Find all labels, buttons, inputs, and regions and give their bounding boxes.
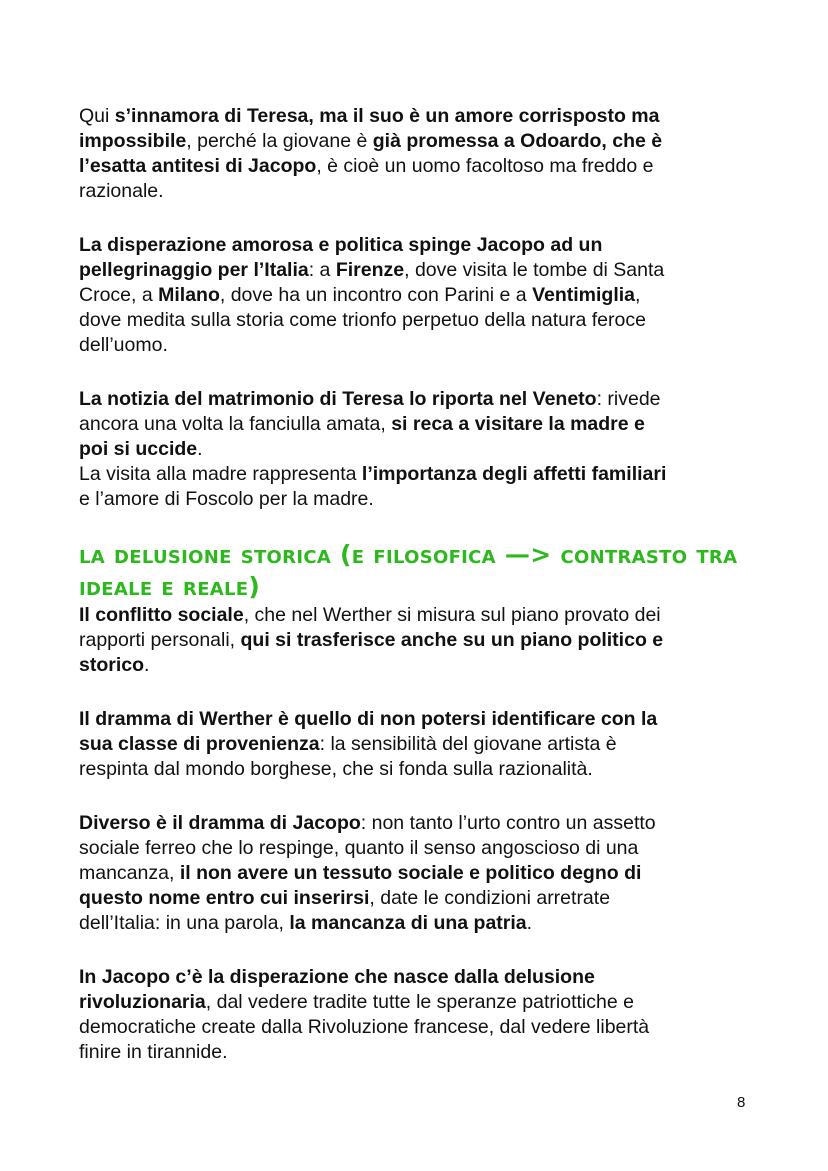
text: , date le condizioni arretrate (369, 887, 611, 909)
bold-text: questo nome entro cui inserirsi (79, 887, 370, 909)
text-line (79, 732, 779, 757)
text-line (79, 990, 779, 1015)
paragraph (79, 707, 779, 782)
bold-text: La disperazione amorosa e politica spinge Jacopo ad un (79, 234, 603, 256)
paragraph (79, 603, 779, 678)
bold-text: Milano (158, 284, 220, 306)
text: . (144, 654, 150, 676)
text-line (79, 437, 779, 462)
text: , dove ha un incontro con Parini e a (219, 284, 533, 306)
paragraph (79, 811, 779, 936)
text-line (79, 911, 779, 936)
text: dell’uomo. (79, 334, 168, 356)
paragraph (79, 965, 779, 1065)
bold-text: rivoluzionaria (79, 991, 206, 1013)
text: mancanza, (79, 862, 180, 884)
text: sociale ferreo che lo respinge, quanto il senso angoscioso di una (79, 837, 639, 859)
text: ancora una volta la fanciulla amata, (79, 413, 392, 435)
bold-text: s’innamora di Teresa, ma il suo è un amore corrisposto ma (114, 105, 660, 127)
text-line (79, 811, 779, 836)
text: . (526, 912, 533, 934)
text: respinta dal mondo borghese, che si fonda sulla razionalità. (79, 758, 593, 780)
text: . (197, 438, 203, 460)
text-line (79, 539, 779, 571)
bold-text: Diverso è il dramma di Jacopo (79, 812, 361, 834)
text-line (79, 154, 779, 179)
text: democratiche create dalla Rivoluzione francese, dal vedere libertà (79, 1016, 650, 1038)
bold-text: sua classe di provenienza (79, 733, 320, 755)
text-line (79, 233, 779, 258)
text: , è cioè un uomo facoltoso ma freddo e (316, 155, 654, 177)
text-line (79, 1015, 779, 1040)
bold-text: poi si uccide (79, 438, 198, 460)
text-line (79, 412, 779, 437)
text: dell’Italia: in una parola, (79, 912, 290, 934)
bold-text: pellegrinaggio per l’Italia (79, 259, 309, 281)
text: Qui (79, 105, 115, 127)
paragraph (79, 233, 779, 358)
section-heading (79, 539, 779, 603)
text: dove medita sulla storia come trionfo perpetuo della natura feroce (79, 309, 646, 331)
bold-text: l’importanza degli affetti familiari (361, 463, 667, 485)
text: e l’amore di Foscolo per la madre. (79, 488, 374, 510)
bold-text: Firenze (335, 259, 405, 281)
text-line (79, 653, 779, 678)
text: la delusione storica (e filosofica —> contrasto tra (79, 540, 738, 569)
text: : a (308, 259, 336, 281)
text: : non tanto l’urto contro un assetto (360, 812, 656, 834)
text-line (79, 283, 779, 308)
text-line (79, 836, 779, 861)
text: , perché la giovane è (186, 130, 373, 152)
text-line (79, 487, 779, 512)
bold-text: Ventimiglia (532, 284, 636, 306)
bold-text: qui si trasferisce anche su un piano politico e (240, 629, 664, 651)
bold-text: storico (79, 654, 145, 676)
text: ideale e reale) (79, 572, 261, 601)
text-line (79, 333, 779, 358)
text-line (79, 258, 779, 283)
text-line (79, 462, 779, 487)
paragraph (79, 387, 779, 512)
bold-text: si reca a visitare la madre e (391, 413, 645, 435)
text-line (79, 757, 779, 782)
text: razionale. (79, 180, 164, 202)
text-line (79, 603, 779, 628)
text-line (79, 129, 779, 154)
text: : la sensibilità del giovane artista è (319, 733, 617, 755)
text-line (79, 707, 779, 732)
text-line (79, 965, 779, 990)
text: , dal vedere tradite tutte le speranze patriottiche e (205, 991, 634, 1013)
text: La visita alla madre rappresenta (79, 463, 362, 485)
text-line (79, 886, 779, 911)
text: rapporti personali, (79, 629, 241, 651)
bold-text: La notizia del matrimonio di Teresa lo riporta nel Veneto (79, 388, 597, 410)
text-line (79, 104, 779, 129)
bold-text: impossibile (79, 130, 187, 152)
text-line (79, 861, 779, 886)
text-line (79, 571, 779, 603)
text: , dove visita le tombe di Santa (404, 259, 665, 281)
text-line (79, 179, 779, 204)
text: , (635, 284, 641, 306)
text: : rivede (596, 388, 661, 410)
document-body (79, 104, 779, 1094)
bold-text: la mancanza di una patria (289, 912, 527, 934)
paragraph (79, 104, 779, 204)
text: , che nel Werther si misura sul piano provato dei (243, 604, 661, 626)
text-line (79, 308, 779, 333)
bold-text: Il dramma di Werther è quello di non potersi identificare con la (79, 708, 658, 730)
bold-text: Il conflitto sociale (79, 604, 244, 626)
bold-text: il non avere un tessuto sociale e politico degno di (179, 862, 642, 884)
text: finire in tirannide. (79, 1041, 228, 1063)
bold-text: l’esatta antitesi di Jacopo (79, 155, 317, 177)
bold-text: In Jacopo c’è la disperazione che nasce dalla delusione (79, 966, 595, 988)
text-line (79, 1040, 779, 1065)
text-line (79, 387, 779, 412)
page-number: 8 (737, 1094, 746, 1111)
text-line (79, 628, 779, 653)
bold-text: già promessa a Odoardo, che è (372, 130, 663, 152)
text: Croce, a (79, 284, 159, 306)
